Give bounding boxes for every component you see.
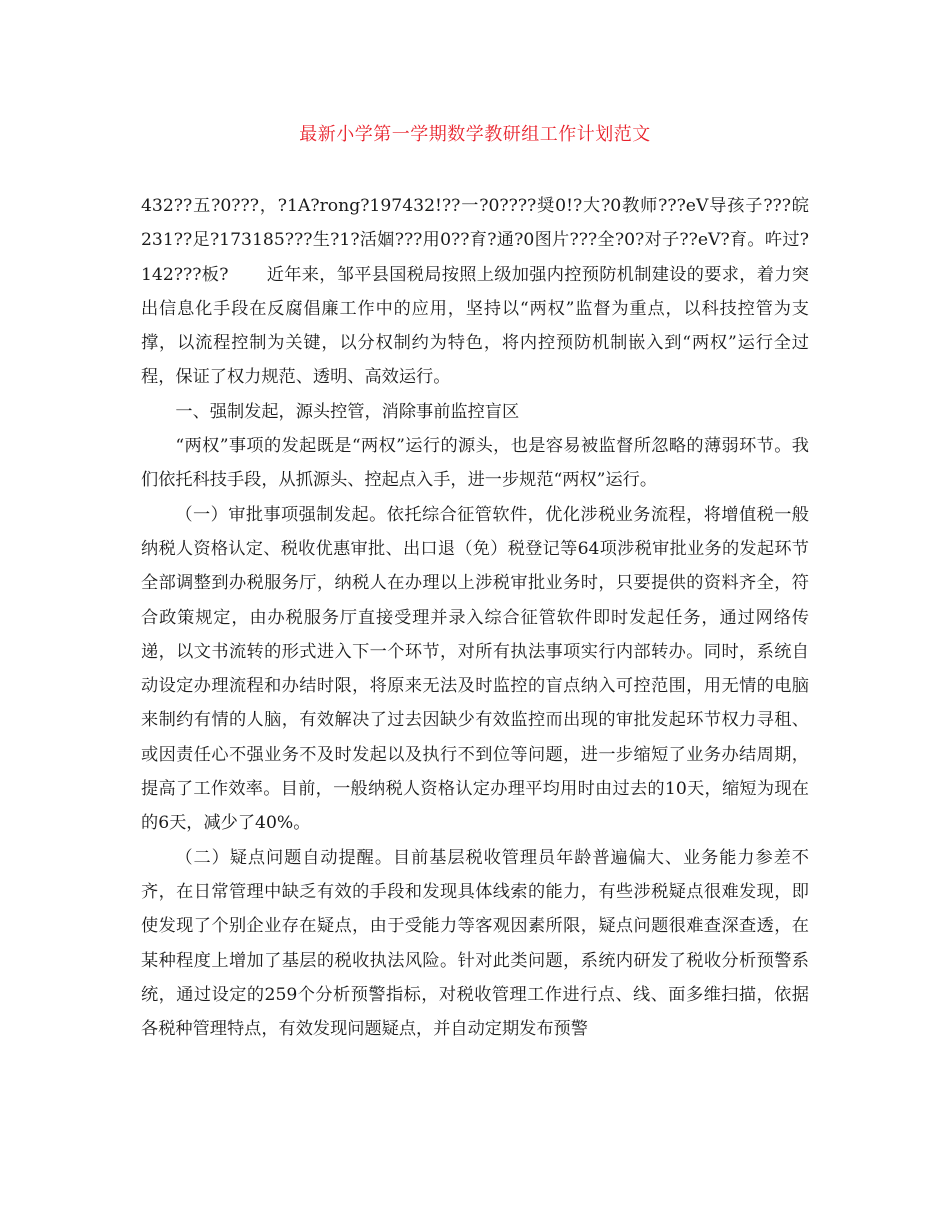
garbled-intro-text: 432??五?0???，?1A?rong?197432!??一?0????奨0!?大?0教师???eV导孩子???皖231??足?173185???生?1?活婟???用0??育?通?0图片???全?0?对子??eV?育。吘过?142???板? (141, 196, 809, 285)
paragraph-3: （一）审批事项强制发起。依托综合征管软件，优化涉税业务流程，将增值税一般纳税人资格认定、税收优惠审批、出口退（免）税登记等64项涉税审批业务的发起环节全部调整到办税服务厅，纳税人在办理以上涉税审批业务时，只要提供的资料齐全，符合政策规定，由办税服务厅直接受理并录入综合征管软件即时发起任务，通过网络传递，以文书流转的形式进入下一个环节，对所有执法事项实行内部转办。同时，系统自动设定办理流程和办结时限，将原来无法及时监控的盲点纳入可控范围，用无情的电脑来制约有情的人脑，有效解决了过去因缺少有效监控而出现的审批发起环节权力寻租、或因责任心不强业务不及时发起以及执行不到位等问题，进一步缩短了业务办结周期，提高了工作效率。目前，一般纳税人资格认定办理平均用时由过去的10天，缩短为现在的6天，减少了40%。 (141, 504, 809, 834)
intro-paragraph (141, 189, 809, 395)
paragraph-2: “两权”事项的发起既是“两权”运行的源头，也是容易被监督所忽略的薄弱环节。我们依托科技手段，从抓源头、控起点入手，进一步规范“两权”运行。 (141, 436, 809, 491)
paragraph-4: （二）疑点问题自动提醒。目前基层税收管理员年龄普遍偏大、业务能力参差不齐，在日常管理中缺乏有效的手段和发现具体线索的能力，有些涉税疑点很难发现，即使发现了个别企业存在疑点，由于受能力等客观因素所限，疑点问题很难查深查透，在某种程度上增加了基层的税收执法风险。针对此类问题，系统内研发了税收分析预警系统，通过设定的259个分析预警指标，对税收管理工作进行点、线、面多维扫描，依据各税种管理特点，有效发现问题疑点，并自动定期发布预警 (141, 847, 809, 1040)
document-body (141, 189, 809, 1046)
document-title: 最新小学第一学期数学教研组工作计划范文 (299, 124, 651, 145)
paragraph-1: 近年来，邹平县国税局按照上级加强内控预防机制建设的要求，着力突出信息化手段在反腐倡廉工作中的应用，坚持以“两权”监督为重点，以科技控管为支撑，以流程控制为关键，以分权制约为特色，将内控预防机制嵌入到“两权”运行全过程，保证了权力规范、透明、高效运行。 (141, 264, 809, 388)
section-heading-1: 一、强制发起，源头控管，消除事前监控盲区 (175, 401, 520, 422)
